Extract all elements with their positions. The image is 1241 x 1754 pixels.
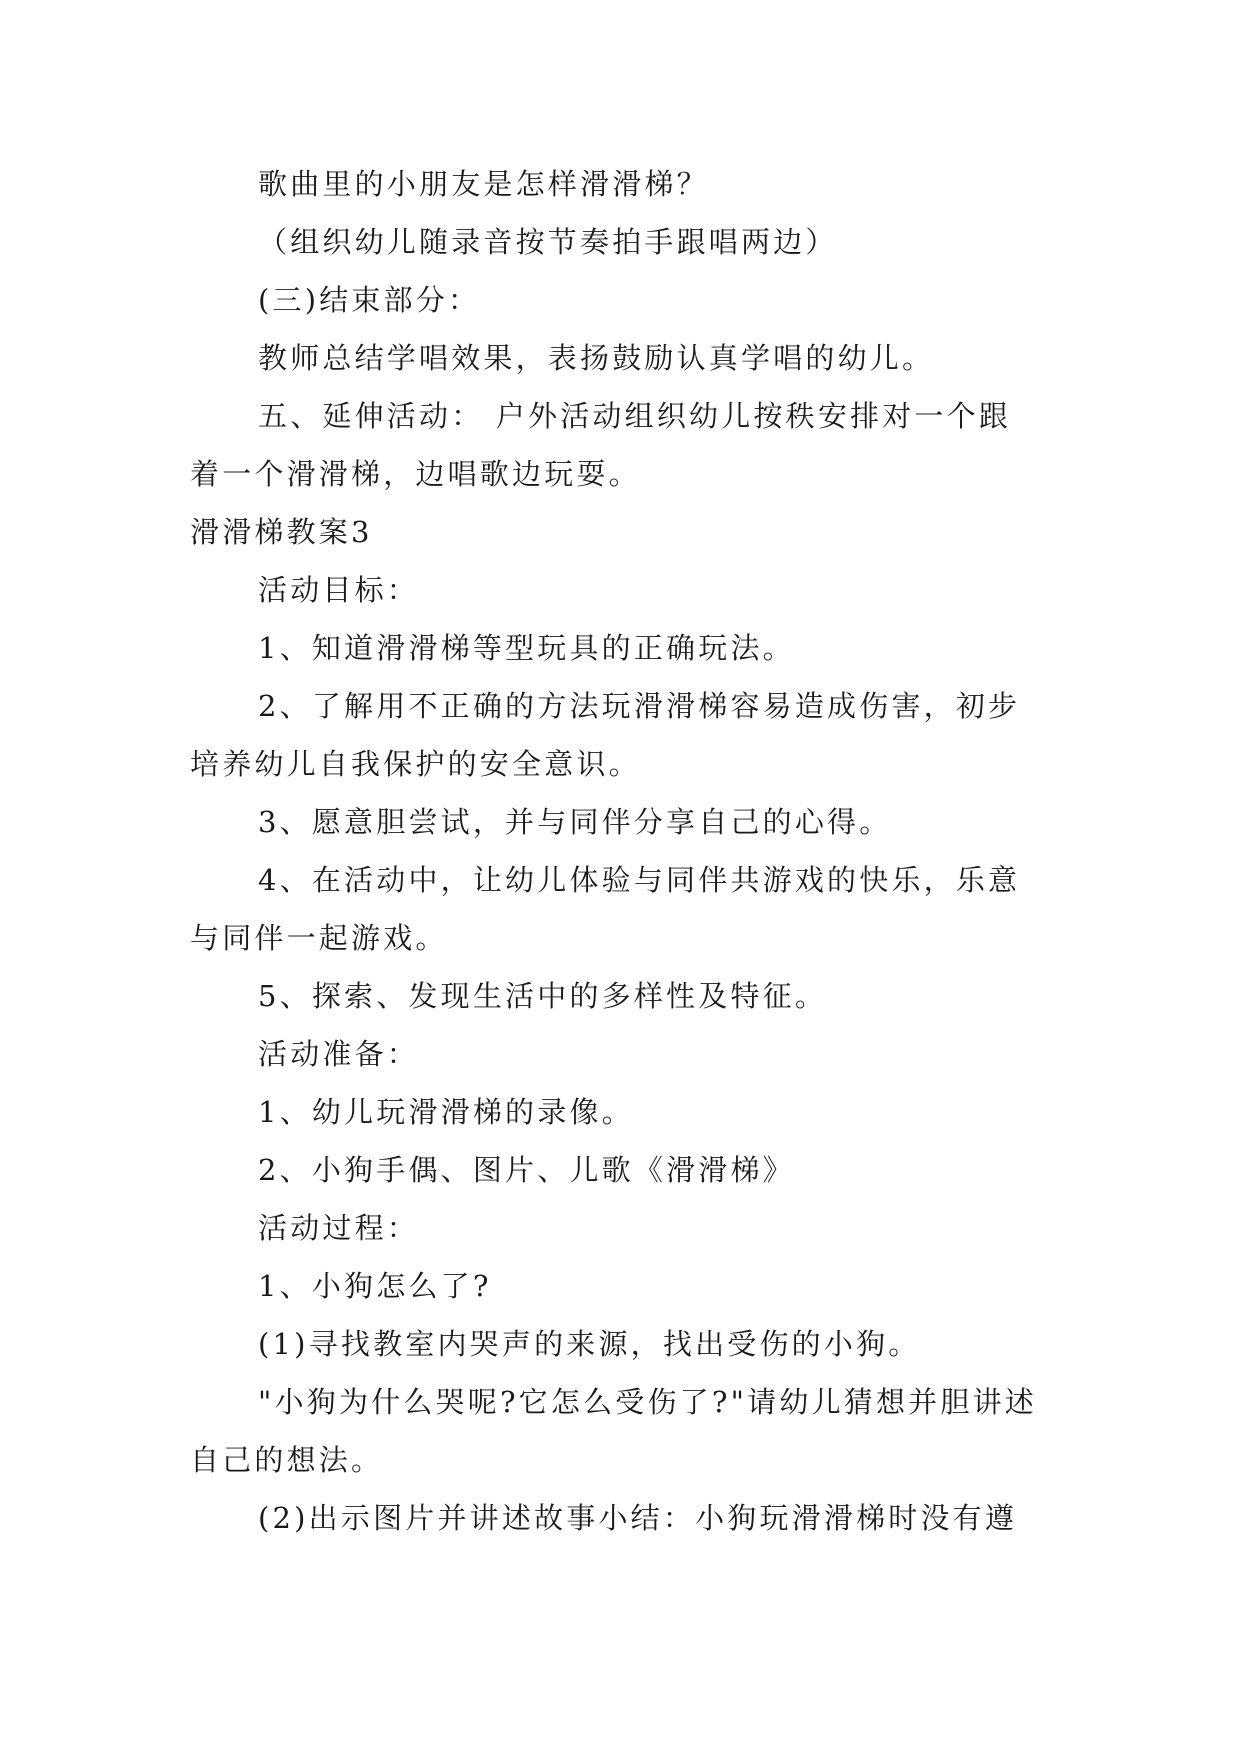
section-heading: (三)结束部分： bbox=[258, 283, 481, 317]
document-title: 滑滑梯教案3 bbox=[190, 515, 373, 549]
list-item: 2、了解用不正确的方法玩滑滑梯容易造成伤害，初步 bbox=[258, 689, 1021, 723]
paragraph-line: 培养幼儿自我保护的安全意识。 bbox=[190, 747, 641, 781]
list-item: 1、幼儿玩滑滑梯的录像。 bbox=[258, 1095, 634, 1129]
paragraph-line: 与同伴一起游戏。 bbox=[190, 921, 448, 955]
section-heading: 活动过程： bbox=[258, 1211, 420, 1245]
list-item: 1、知道滑滑梯等型玩具的正确玩法。 bbox=[258, 631, 795, 665]
paragraph-line: "小狗为什么哭呢?它怎么受伤了?"请幼儿猜想并胆讲述 bbox=[258, 1385, 1037, 1419]
list-item: 5、探索、发现生活中的多样性及特征。 bbox=[258, 979, 828, 1013]
list-item: 4、在活动中，让幼儿体验与同伴共游戏的快乐，乐意 bbox=[258, 863, 1021, 897]
list-item: 2、小狗手偶、图片、儿歌《滑滑梯》 bbox=[258, 1153, 795, 1187]
paragraph-line: 教师总结学唱效果，表扬鼓励认真学唱的幼儿。 bbox=[258, 341, 935, 375]
list-item: (1)寻找教室内哭声的来源，找出受伤的小狗。 bbox=[258, 1327, 921, 1361]
list-item: 3、愿意胆尝试，并与同伴分享自己的心得。 bbox=[258, 805, 892, 839]
list-item: 1、小狗怎么了? bbox=[258, 1269, 492, 1303]
paragraph-line: 五、延伸活动： 户外活动组织幼儿按秩安排对一个跟 bbox=[258, 399, 1012, 433]
section-heading: 活动目标： bbox=[258, 573, 420, 607]
paragraph-line: 自己的想法。 bbox=[190, 1443, 384, 1477]
paragraph-line: 歌曲里的小朋友是怎样滑滑梯？ bbox=[258, 167, 709, 201]
paragraph-line: （组织幼儿随录音按节奏拍手跟唱两边） bbox=[258, 225, 838, 259]
list-item: (2)出示图片并讲述故事小结：小狗玩滑滑梯时没有遵 bbox=[258, 1501, 1018, 1535]
section-heading: 活动准备： bbox=[258, 1037, 420, 1071]
paragraph-line: 着一个滑滑梯，边唱歌边玩耍。 bbox=[190, 457, 641, 491]
